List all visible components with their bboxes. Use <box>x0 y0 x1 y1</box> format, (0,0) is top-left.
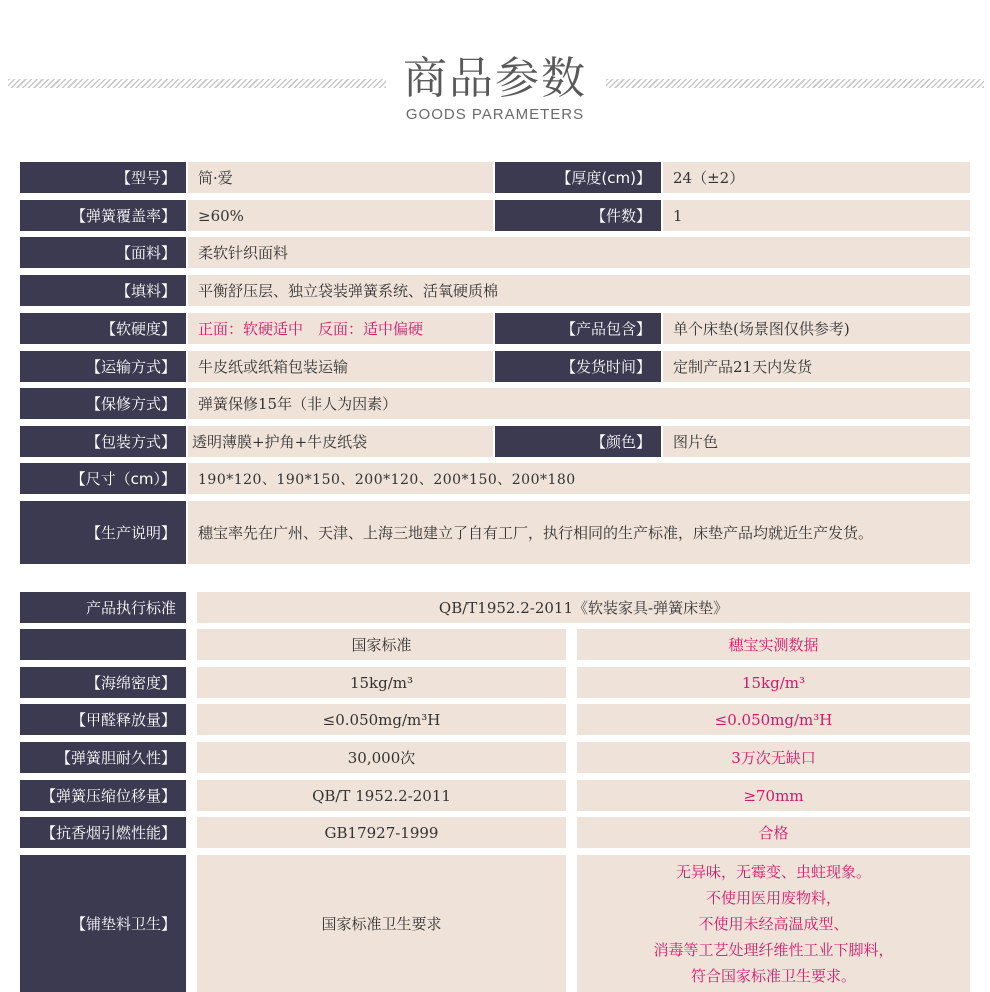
includes-value: 单个床垫(场景图仅供参考) <box>663 313 970 344</box>
warranty-value: 弹簧保修15年（非人为因素） <box>188 388 970 419</box>
spring-compression-label: 【弹簧压缩位移量】 <box>20 780 186 811</box>
shipping-value: 牛皮纸或纸箱包装运输 <box>188 351 493 382</box>
thickness-value: 24（±2） <box>663 162 970 193</box>
delivery-time-label: 【发货时间】 <box>495 351 661 382</box>
formaldehyde-measured: ≤0.050mg/m³H <box>577 704 970 735</box>
column-header-national: 国家标准 <box>197 629 566 660</box>
formaldehyde-national: ≤0.050mg/m³H <box>197 704 566 735</box>
shipping-label: 【运输方式】 <box>20 351 186 382</box>
spring-durability-national: 30,000次 <box>197 742 566 773</box>
fabric-value: 柔软针织面料 <box>188 237 970 268</box>
size-value: 190*120、190*150、200*120、200*150、200*180 <box>188 463 970 494</box>
page-subtitle: GOODS PARAMETERS <box>405 106 585 123</box>
packaging-label: 【包装方式】 <box>20 426 186 457</box>
section-header <box>0 0 990 140</box>
pieces-value: 1 <box>663 200 970 231</box>
production-label: 【生产说明】 <box>20 501 186 564</box>
hygiene-measured-line: 不使用未经高温成型、 <box>698 914 849 933</box>
header-divider-right <box>606 79 984 88</box>
column-header-measured: 穗宝实测数据 <box>577 629 970 660</box>
spring-compression-measured: ≥70mm <box>577 780 970 811</box>
cigarette-ignition-label: 【抗香烟引燃性能】 <box>20 817 186 848</box>
standard-value: QB/T1952.2-2011《软装家具-弹簧床垫》 <box>197 592 970 623</box>
model-label: 【型号】 <box>20 162 186 193</box>
model-value: 简·爱 <box>188 162 493 193</box>
firmness-value: 正面：软硬适中 反面：适中偏硬 <box>188 313 493 344</box>
filling-label: 【填料】 <box>20 275 186 306</box>
warranty-label: 【保修方式】 <box>20 388 186 419</box>
hygiene-measured-line: 消毒等工艺处理纤维性工业下脚料， <box>653 940 894 959</box>
sponge-density-national: 15kg/m³ <box>197 667 566 698</box>
hygiene-national: 国家标准卫生要求 <box>197 855 566 992</box>
spring-durability-measured: 3万次无缺口 <box>577 742 970 773</box>
column-header-blank <box>20 629 186 660</box>
firmness-label: 【软硬度】 <box>20 313 186 344</box>
spring-coverage-label: 【弹簧覆盖率】 <box>20 200 186 231</box>
hygiene-measured <box>577 855 970 992</box>
standard-label: 产品执行标准 <box>20 592 186 623</box>
spring-compression-national: QB/T 1952.2-2011 <box>197 780 566 811</box>
sponge-density-label: 【海绵密度】 <box>20 667 186 698</box>
production-value: 穗宝率先在广州、天津、上海三地建立了自有工厂，执行相同的生产标准，床垫产品均就近生产发货。 <box>188 501 970 564</box>
delivery-time-value: 定制产品21天内发货 <box>663 351 970 382</box>
hygiene-measured-line: 无异味，无霉变、虫蛀现象。 <box>675 862 871 881</box>
size-label: 【尺寸（cm）】 <box>20 463 186 494</box>
cigarette-ignition-measured: 合格 <box>577 817 970 848</box>
hygiene-label: 【铺垫料卫生】 <box>20 855 186 992</box>
hygiene-measured-line: 符合国家标准卫生要求。 <box>690 966 856 985</box>
cigarette-ignition-national: GB17927-1999 <box>197 817 566 848</box>
color-label: 【颜色】 <box>495 426 661 457</box>
color-value: 图片色 <box>663 426 970 457</box>
sponge-density-measured: 15kg/m³ <box>577 667 970 698</box>
formaldehyde-label: 【甲醛释放量】 <box>20 704 186 735</box>
thickness-label: 【厚度(cm)】 <box>495 162 661 193</box>
spring-durability-label: 【弹簧胆耐久性】 <box>20 742 186 773</box>
packaging-value: 透明薄膜+护角+牛皮纸袋 <box>188 426 493 457</box>
filling-value: 平衡舒压层、独立袋装弹簧系统、活氧硬质棉 <box>188 275 970 306</box>
page-title: 商品参数 <box>403 53 587 104</box>
fabric-label: 【面料】 <box>20 237 186 268</box>
includes-label: 【产品包含】 <box>495 313 661 344</box>
spring-coverage-value: ≥60% <box>188 200 493 231</box>
hygiene-measured-line: 不使用医用废物料， <box>705 888 841 907</box>
pieces-label: 【件数】 <box>495 200 661 231</box>
